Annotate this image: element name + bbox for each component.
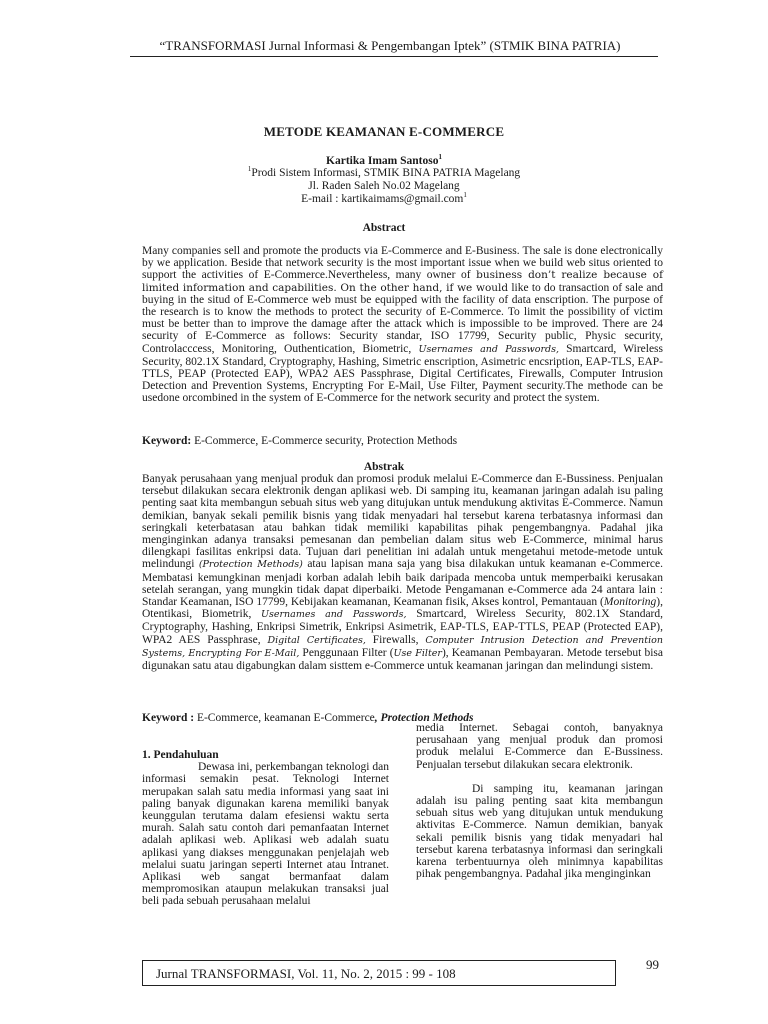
email-line [0,193,768,206]
keyword-en-text: E-Commerce, E-Commerce security, Protection Methods [191,435,458,447]
affiliation: Prodi Sistem Informasi, STMIK BINA PATRIA Magelang [251,167,521,179]
abstract-en-italic: Usernames and Passwords, [418,343,559,355]
author-name-text: Kartika Imam Santoso [326,155,439,167]
affiliation-block [0,167,768,206]
affiliation-superscript: 1 [247,165,252,174]
paper-title: METODE KEAMANAN E-COMMERCE [263,124,505,139]
intro-right-column [416,722,663,880]
abstrak-part2: atau lapisan mana saja yang bisa dilakukan untuk keamanan e-Commerce. Membatasi kemungkinan menjadi korban adalah lebih baik daripada mencoba untuk memperbaiki kerusakan setelah serangan, yang mungkin tidak dapat diperbaiki. Metode Pengamanan e-Commerce ada 24 antara lain : Standar Keamanan, ISO 17799, Kebijakan keamanan, Keamanan fisik, Akses kontrol, Pemantauan ( [142,558,663,609]
page-number: 99 [646,957,659,972]
email-superscript: 1 [463,191,467,200]
footer-citation: Jurnal TRANSFORMASI, Vol. 11, No. 2, 2015 : 99 - 108 [156,966,456,981]
abstrak-italic4: Digital Certificates, [267,634,366,646]
address: Jl. Raden Saleh No.02 Magelang [308,180,460,192]
abstract-english [142,245,663,405]
abstract-en-part1: Many companies sell and promote the products via E-Commerce and E-Business. The sale is done electronically by we application. Beside that network security is the most important issue when we build web situs oriented to support the activities of E-Commerce.Nevertheless, many owner of [142,245,663,282]
abstrak-italic3: Usernames and Passwords, [261,609,407,621]
abstrak-part6: Penggunaan Filter ( [299,646,394,659]
abstract-en-part4: Smartcard, Wireless Security, 802.1X Standard, Cryptography, Hashing, Simetric enscription, Asimetric encsription, EAP-TLS, EAP-TTLS, PEAP (Protected EAP), WPA2 AES Passphrase, Digital Certificates, Firewalls, Computer Intrusion Detection and Prevention Systems, Encrypting For E-Mail, Use Filter, Payment security.The methode can be usedone orcombined in the system of E-Commerce for the network security and protect the system. [142,342,664,405]
intro-left-column [142,749,389,908]
intro-right-para2-wrap [416,783,663,881]
abstract-indonesian [142,473,663,672]
intro-right-para1: media Internet. Sebagai contoh, banyaknya perusahaan yang menjual produk dan promosi produk melalui E-Commerce dan E-Bussiness. Penjualan tersebut dilakukan secara elektronik. [416,722,663,771]
abstrak-heading: Abstrak [363,461,405,473]
abstrak-part3: ), Otentikasi, Biometrik, [142,596,663,621]
intro-right-para2: Di samping itu, keamanan jaringan adalah isu paling penting saat kita membangun sebuah situs web yang ditujukan untuk mendukung aktivitas E-Commerce. Namun demikian, banyak sekali pemilik bisnis yang tidak menyadari hal tersebut karena terbatasnya informasi dan seringkali karena terbentuurnya oleh minimnya kapabilitas pihak pengembangnya. Padahal jika menginginkan [416,782,663,881]
section-heading: 1. Pendahuluan [142,749,219,761]
keyword-en-label: Keyword: [142,435,192,447]
abstrak-part1: Banyak perusahaan yang menjual produk dan promosi produk melalui E-Commerce dan E-Bussiness. Penjualan tersebut dilakukan secara elektronik dengan aplikasi web. Di samping itu, keamanan jaringan adalah isu paling penting saat kita membangun sebuah situs web yang ditujukan untuk mendukung aktivitas E-Commerce. Namun demikian, banyak sekali pemilik bisnis yang tidak menyadari hal tersebut karena terbatasnya informasi dan seringkali keterbatasan atau bahkan tidak memiliki kapabilitas pihak pengembangnya. Padahal jika menginginkan adanya transaksi pemesanan dan pembelian dalam situs web E-Commerce, minimal harus dilengkapi fasilitas enkripsi data. Tujuan dari penelitian ini adalah untuk mengetahui metode-metode untuk melindungi [142,473,663,571]
author-name [0,155,768,167]
abstrak-part5: Firewalls, [365,633,426,646]
email: E-mail : kartikaimams@gmail.com [301,193,464,205]
intro-left-text [142,761,389,907]
abstract-en-part2: business don’t realize because of limited information and capabilities. On the other hand, if we would [142,269,663,294]
abstrak-part7: ), Keamanan Pembayaran. Metode tersebut bisa digunakan satu atau digabungkan dalam sisttem e-Commerce untuk keamanan jaringan dan melindungi sistem. [142,646,663,673]
abstrak-italic5: Computer Intrusion Detection and Prevention Systems, Encrypting For E-Mail, [142,634,663,659]
header-rule [130,56,658,57]
keyword-english [142,435,663,447]
abstrak-italic6: Use Filter [393,647,442,659]
intro-left-body: Dewasa ini, perkembangan teknologi dan informasi semakin pesat. Teknologi Internet merupakan salah satu media informasi yang saat ini paling banyak digunakan karena memiliki banyak keunggulan terutama dalam efesiensi waktu serta murah. Salah satu contoh dari pemanfaatan Internet adalah aplikasi web. Aplikasi web adalah suatu aplikasi yang diakses menggunakan penjelajah web melalui suatu jaringan seperti Internet atau Intranet. Aplikasi web sangat bermanfaat dalam mempromosikan ataupun melakukan transaksi jual beli pada sebuah perusahaan melalui [142,761,389,908]
author-superscript: 1 [438,153,442,162]
abstract-heading: Abstract [362,222,406,234]
abstrak-italic2: Monitoring [603,596,657,609]
keyword-id-label: Keyword : [142,712,195,724]
journal-header: “TRANSFORMASI Jurnal Informasi & Pengembangan Iptek” (STMIK BINA PATRIA) [159,38,621,53]
affiliation-line [0,167,768,180]
keyword-id-text: E-Commerce, keamanan E-Commerce [194,712,375,724]
abstrak-italic1: (Protection Methods) [198,559,303,571]
abstract-en-part3: like to do transaction of sale and buying in the situd of E-Commerce web must be equipped with the facility of data enscription. The purpose of the research is to know the methods to protect the security of E-Commerce. To limit the possibility of victim must be better than to improve the damage after the attack which is impossible to be improved. There are 24 security of E-Commerce as follows: Security standar, ISO 17799, Security public, Physic security, Controlacccess, Monitoring, Outhentication, Biometric, [142,281,663,355]
abstrak-part4: Smartcard, Wireless Security, 802.1X Standard, Cryptography, Hashing, Enkripsi Simetrik, Enkripsi Asimetrik, EAP-TLS, EAP-TTLS, PEAP (Protected EAP), WPA2 AES Passphrase, [142,608,664,646]
keyword-id-italic: , Protection Methods [374,712,474,724]
